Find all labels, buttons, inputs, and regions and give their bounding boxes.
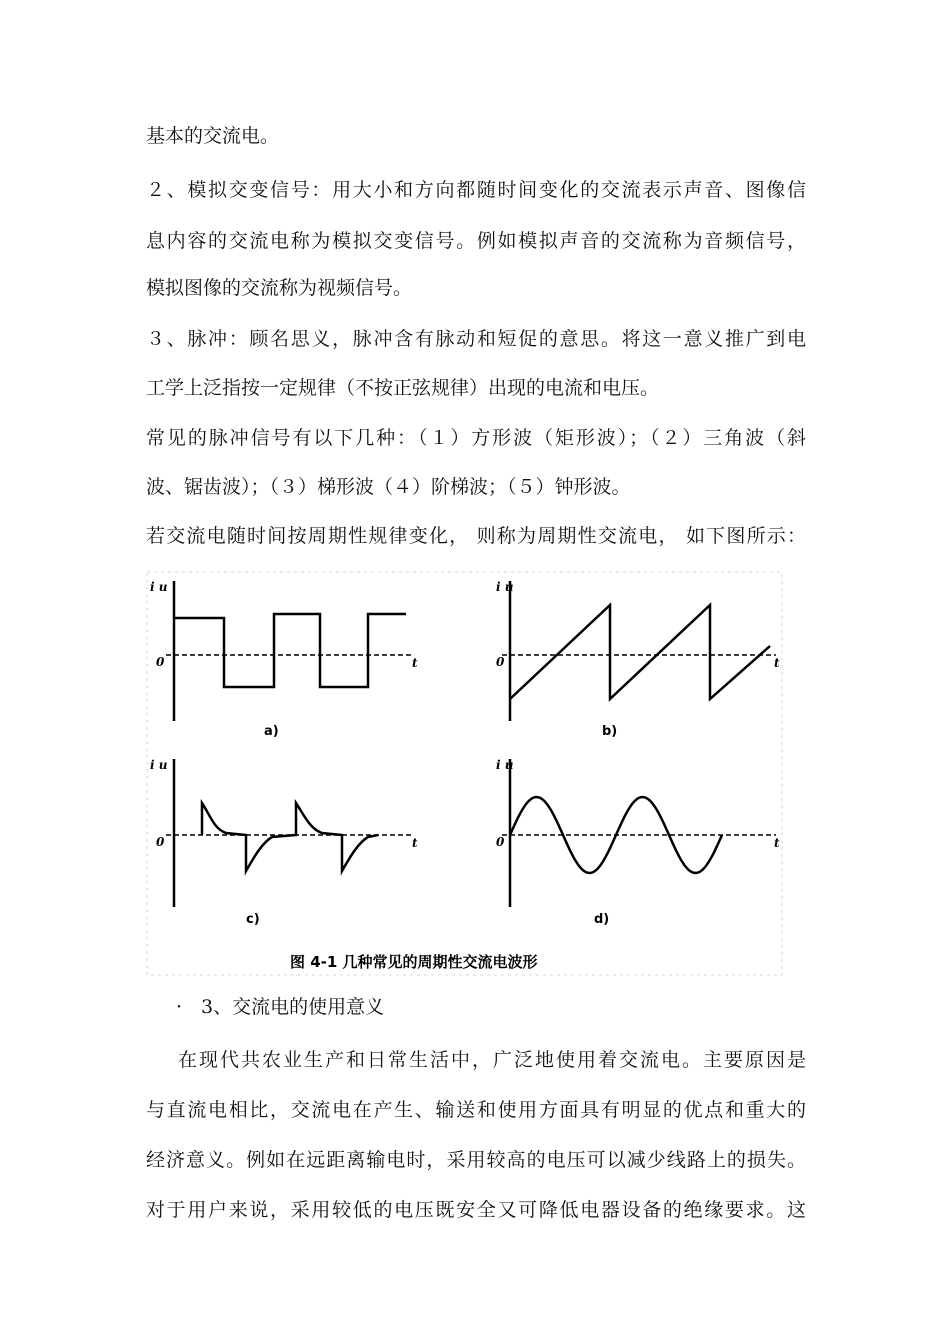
paragraph-line: ２、模拟交变信号：用大小和方向都随时间变化的交流表示声音、图像信 <box>146 179 806 201</box>
body-line: 在现代共农业生产和日常生活中，广泛地使用着交流电。主要原因是 <box>178 1049 806 1071</box>
paragraph-line: 波、锯齿波）；（３）梯形波（４）阶梯波；（５）钟形波。 <box>146 476 631 498</box>
panel-c-label: c) <box>246 912 260 927</box>
body-line: 与直流电相比，交流电在产生、输送和使用方面具有明显的优点和重大的 <box>146 1099 806 1121</box>
body-line: 经济意义。例如在远距离输电时，采用较高的电压可以减少线路上的损失。 <box>146 1149 806 1171</box>
panel-c-y-axis-label: i u <box>150 758 168 772</box>
panel-d-y-axis-label: i u <box>496 758 514 772</box>
paragraph-line: 模拟图像的交流称为视频信号。 <box>146 277 413 299</box>
panel-b-x-axis-label: t <box>774 656 780 670</box>
panel-c <box>150 758 418 927</box>
panel-b <box>496 580 780 739</box>
body-line: 对于用户来说，采用较低的电压既安全又可降低电器设备的绝缘要求。这 <box>146 1199 806 1221</box>
panel-a <box>150 580 418 739</box>
panel-a-label: a) <box>264 724 279 739</box>
panel-d-x-axis-label: t <box>774 836 780 850</box>
panel-c-origin: 0 <box>156 835 165 849</box>
panel-b-origin: 0 <box>496 655 505 669</box>
panel-d-origin: 0 <box>496 835 505 849</box>
panel-b-sawtooth-wave <box>510 605 770 699</box>
panel-d-label: d) <box>594 912 610 927</box>
paragraph-line: 工学上泛指按一定规律（不按正弦规律）出现的电流和电压。 <box>146 377 660 399</box>
section-heading: 3、交流电的使用意义 <box>201 996 385 1018</box>
panel-b-label: b) <box>602 724 618 739</box>
figure-border <box>147 572 782 975</box>
panel-a-x-axis-label: t <box>412 656 418 670</box>
panel-a-origin: 0 <box>156 655 165 669</box>
figure-caption: 图 4-1 几种常见的周期性交流电波形 <box>290 953 538 971</box>
waveform-figure <box>146 571 783 976</box>
paragraph-line: ３、脉冲：顾名思义，脉冲含有脉动和短促的意思。将这一意义推广到电 <box>146 328 806 350</box>
panel-d <box>496 758 780 927</box>
panel-a-square-wave <box>174 614 406 687</box>
paragraph-line: 若交流电随时间按周期性规律变化， 则称为周期性交流电， 如下图所示： <box>146 525 806 547</box>
paragraph-line: 常见的脉冲信号有以下几种：（１）方形波（矩形波）；（２）三角波（斜 <box>146 427 806 449</box>
paragraph-line: 息内容的交流电称为模拟交变信号。例如模拟声音的交流称为音频信号， <box>146 230 806 252</box>
waveform-figure-svg <box>146 571 783 976</box>
paragraph-line: 基本的交流电。 <box>146 125 280 147</box>
panel-c-x-axis-label: t <box>412 836 418 850</box>
panel-c-spike-wave <box>202 803 378 871</box>
panel-b-y-axis-label: i u <box>496 580 514 594</box>
bullet-marker: · <box>176 996 183 1018</box>
panel-a-y-axis-label: i u <box>150 580 168 594</box>
